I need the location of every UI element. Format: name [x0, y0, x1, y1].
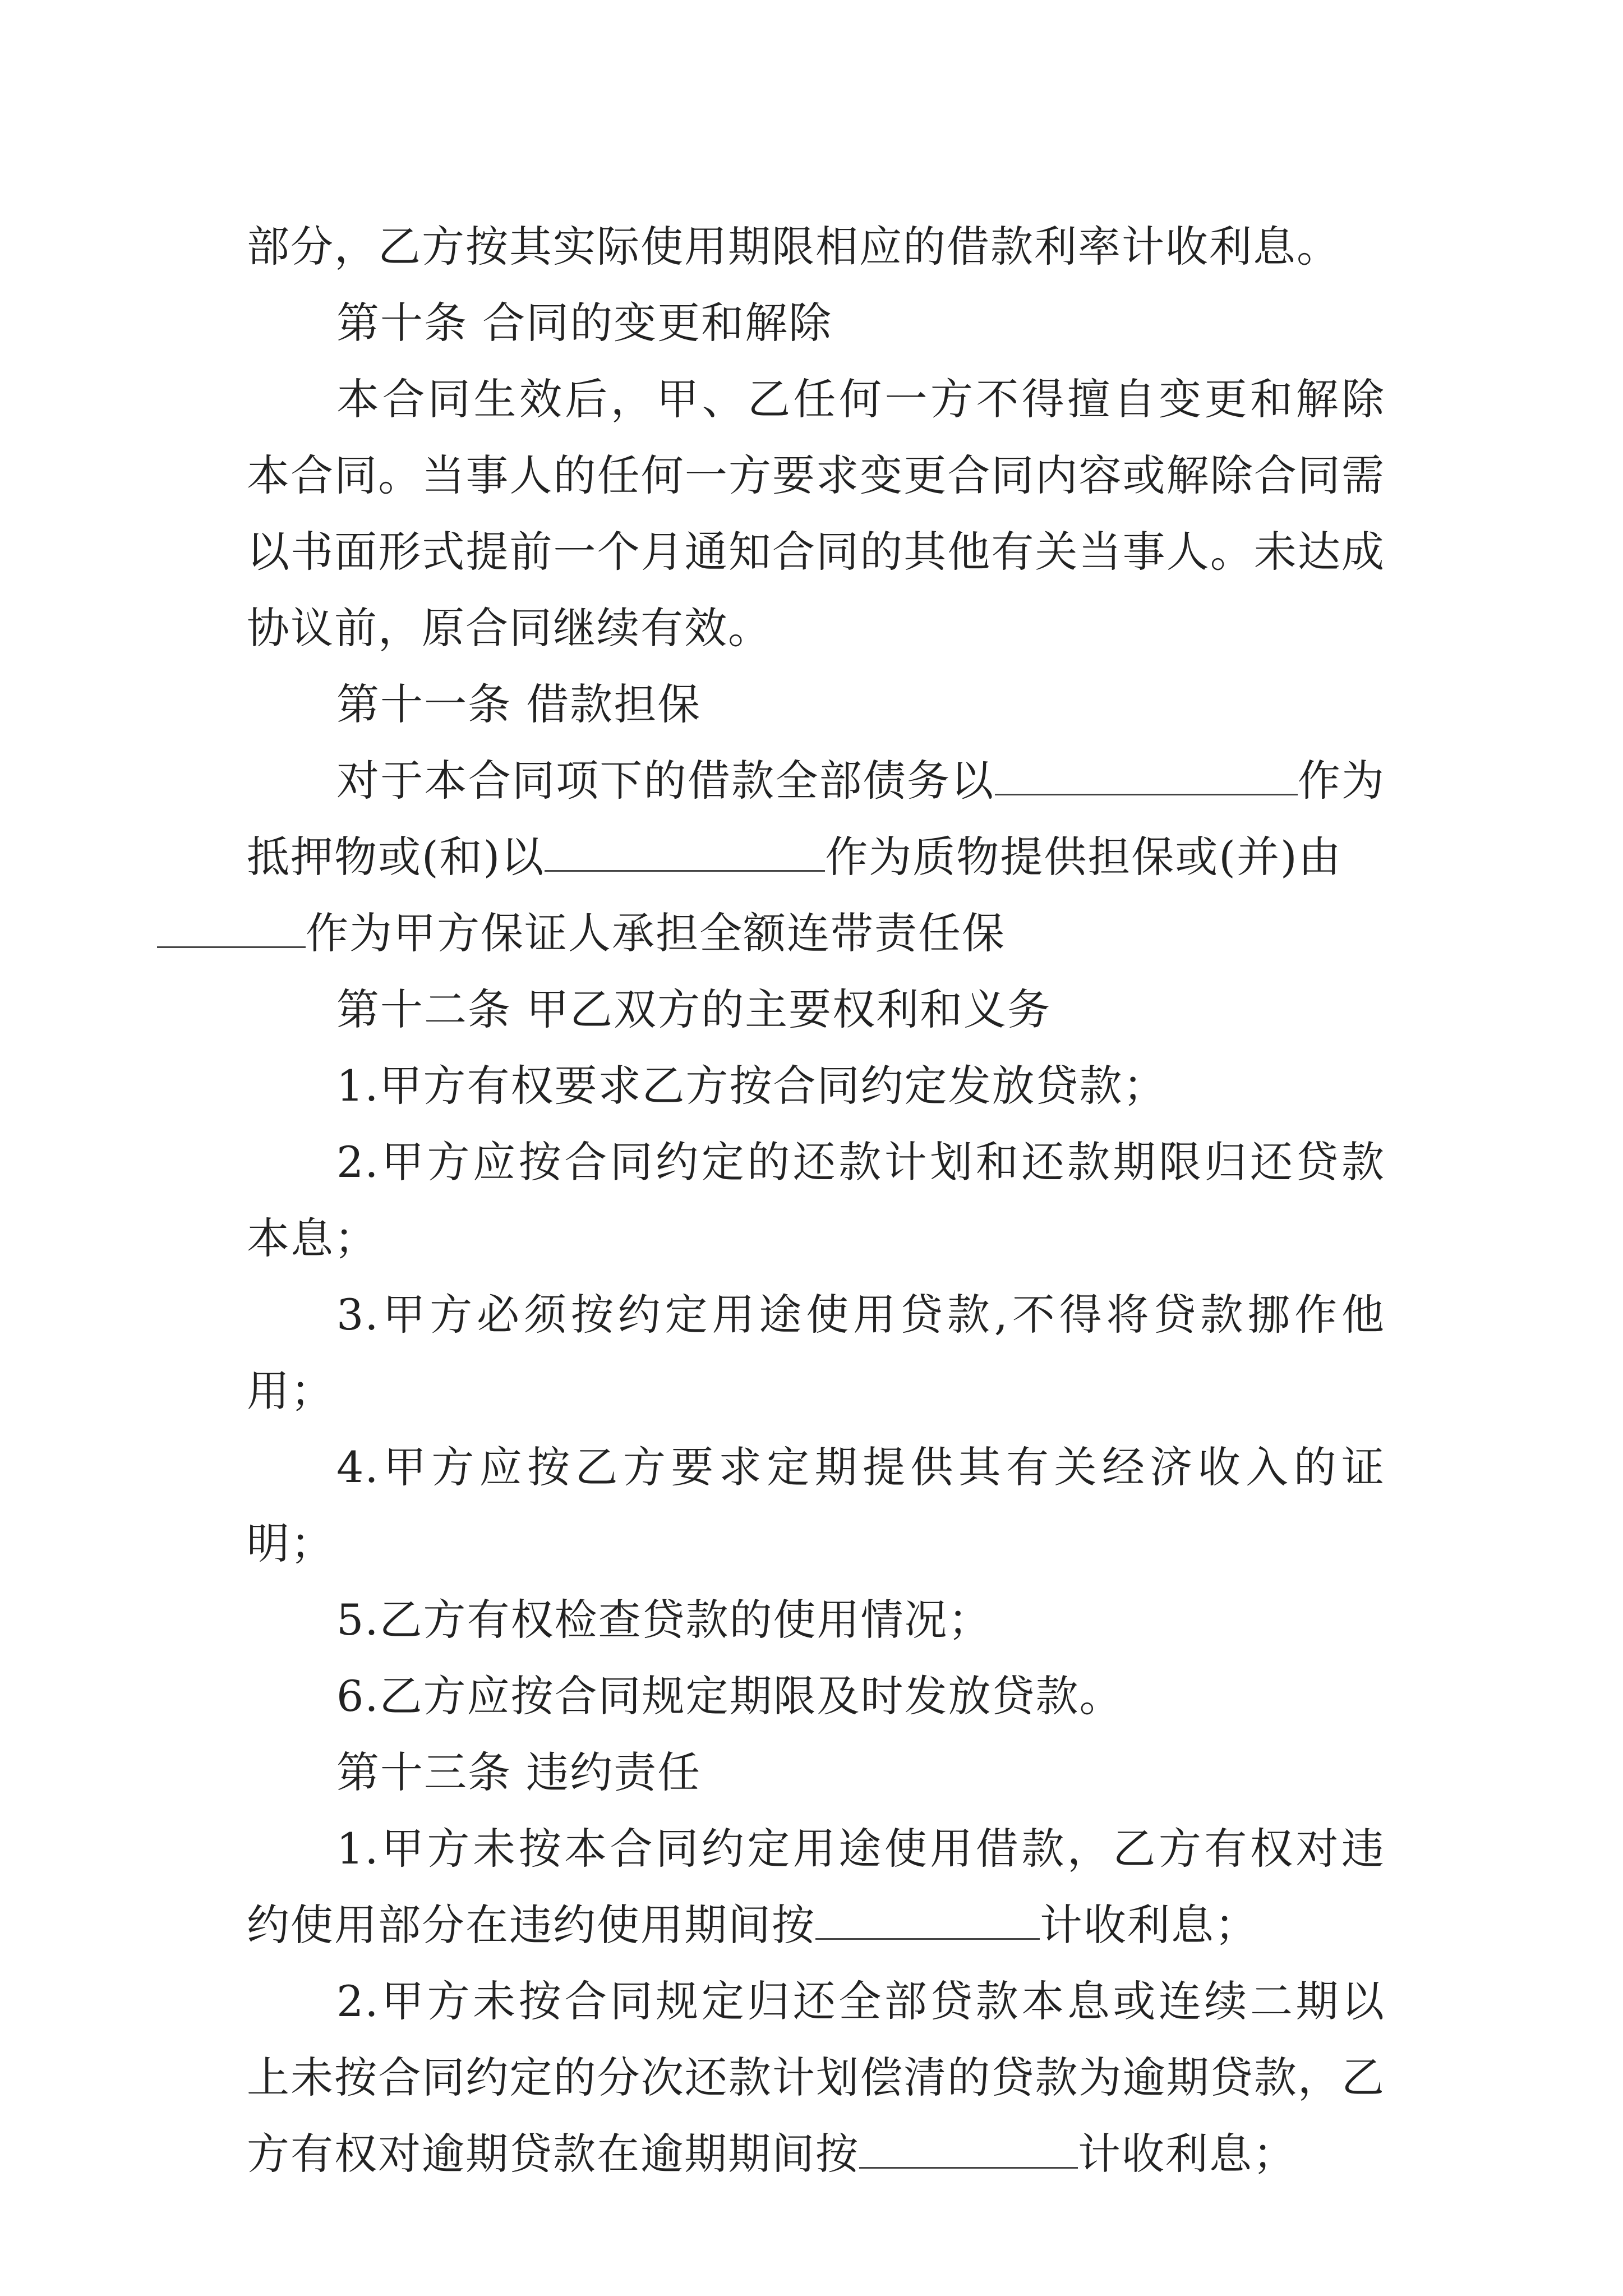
blank-mortgage-item[interactable] — [995, 758, 1298, 795]
article-11-heading: 第十一条 借款担保 — [336, 679, 702, 729]
paragraph-interest-clause-end: 部分，乙方按其实际使用期限相应的借款利率计收利息。 — [247, 222, 1340, 272]
blank-pledge-item[interactable] — [545, 834, 825, 872]
article-12-item-3: 3.甲方必须按约定用途使用贷款,不得将贷款挪作他用； — [247, 1290, 1385, 1416]
blank-penalty-rate-overdue[interactable] — [859, 2131, 1078, 2169]
article-11-body: 对于本合同项下的借款全部债务以 作为抵押物或(和)以 作为质物提供担保或(并)由 作为甲方保证人承担全额连带责任保 — [247, 743, 1385, 972]
article-13-item-2: 2.甲方未按合同规定归还全部贷款本息或连续二期以上未按合同约定的分次还款计划偿清的贷款为逾期贷款，乙方有权对逾期贷款在逾期期间按 计收利息； — [247, 1976, 1385, 2179]
article-12-item-4: 4.甲方应按乙方要求定期提供其有关经济收入的证明； — [247, 1442, 1385, 1568]
blank-guarantor[interactable] — [157, 910, 306, 948]
article-13-heading: 第十三条 违约责任 — [336, 1747, 702, 1797]
article-12-item-1: 1.甲方有权要求乙方按合同约定发放贷款； — [336, 1061, 1167, 1111]
article-12-heading: 第十二条 甲乙双方的主要权利和义务 — [336, 984, 1052, 1034]
article-12-item-6: 6.乙方应按合同规定期限及时发放贷款。 — [336, 1671, 1123, 1721]
blank-penalty-rate-misuse[interactable] — [815, 1902, 1040, 1940]
article-10-body: 本合同生效后，甲、乙任何一方不得擅自变更和解除本合同。当事人的任何一方要求变更合同内容或解除合同需以书面形式提前一个月通知合同的其他有关当事人。未达成协议前，原合同继续有效。 — [247, 374, 1385, 653]
article-10-heading: 第十条 合同的变更和解除 — [336, 298, 833, 348]
article-12-item-5: 5.乙方有权检查贷款的使用情况； — [336, 1595, 992, 1645]
document-body — [247, 209, 1385, 2192]
article-12-item-2: 2.甲方应按合同约定的还款计划和还款期限归还贷款本息； — [247, 1137, 1385, 1263]
article-13-item-1: 1.甲方未按本合同约定用途使用借款，乙方有权对违约使用部分在违约使用期间按 计收利息； — [247, 1824, 1385, 1950]
